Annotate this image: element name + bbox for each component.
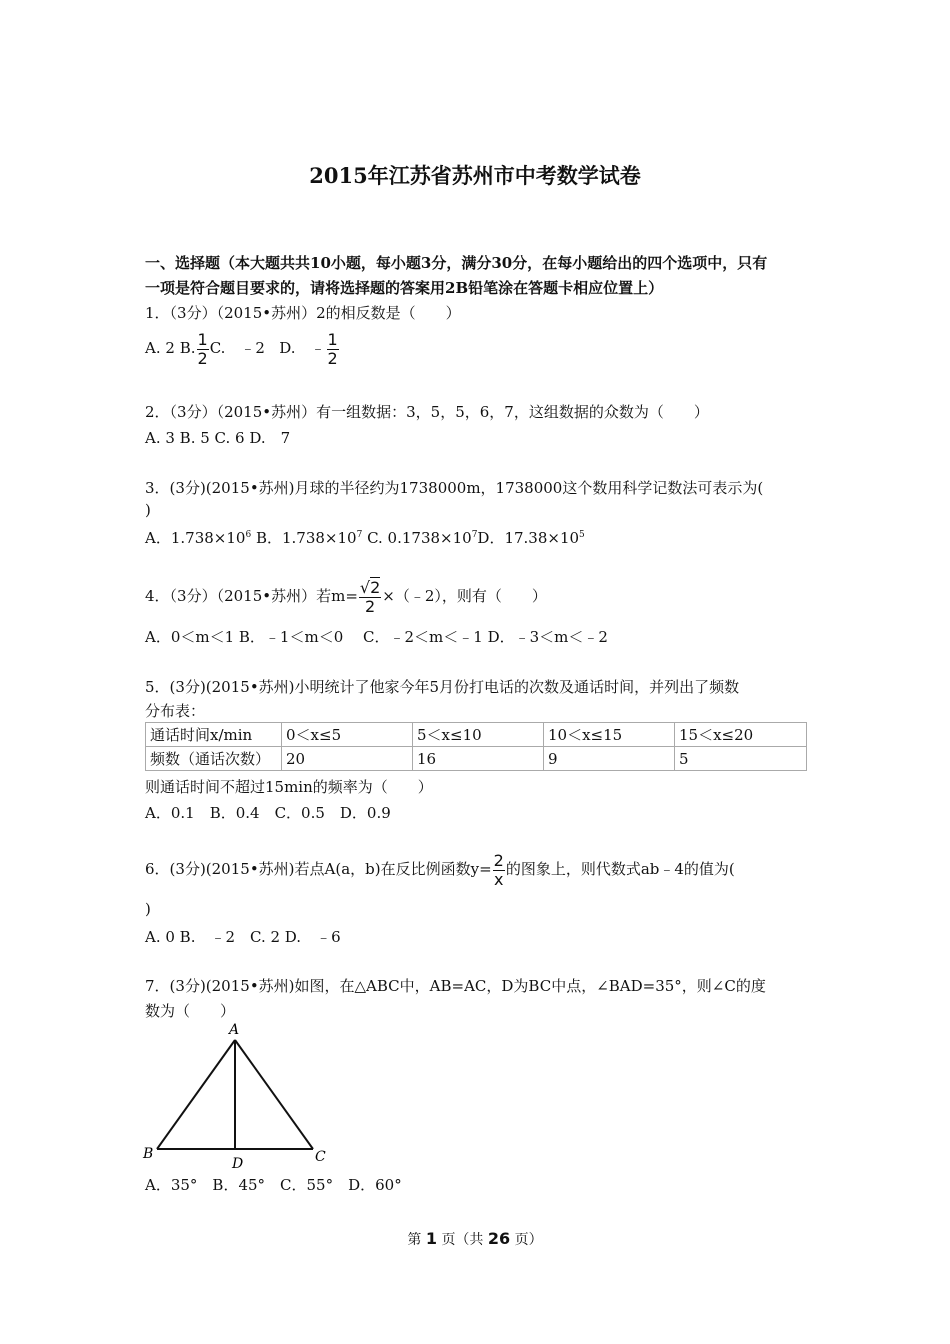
table-cell: 5 bbox=[675, 747, 807, 771]
q1-option-c: C. ﹣2 bbox=[209, 339, 265, 357]
q1-options bbox=[145, 328, 340, 368]
table-cell: 通话时间x/min bbox=[146, 723, 282, 747]
q6-stem-end: ) bbox=[145, 900, 151, 918]
label-b: B bbox=[143, 1146, 154, 1162]
q6-fraction bbox=[493, 850, 505, 889]
table-cell: 16 bbox=[413, 747, 544, 771]
table-cell: 15＜x≤20 bbox=[675, 723, 807, 747]
q3-options bbox=[145, 527, 585, 548]
q6-options: A. 0 B. ﹣2 C. 2 D. ﹣6 bbox=[145, 928, 341, 946]
footer-pre: 第 bbox=[407, 1232, 422, 1248]
label-a: A bbox=[229, 1022, 240, 1038]
q4-options: A．0＜m＜1 B．﹣1＜m＜0 C．﹣2＜m＜﹣1 D．﹣3＜m＜﹣2 bbox=[145, 628, 608, 646]
q2-options: A. 3 B. 5 C. 6 D. 7 bbox=[145, 429, 291, 447]
table-cell: 10＜x≤15 bbox=[544, 723, 675, 747]
q3-option-c: C. 0.1738×10 bbox=[362, 529, 472, 547]
q1-option-d: D. ﹣ bbox=[279, 339, 326, 357]
q5-after-table: 则通话时间不超过15min的频率为（ ） bbox=[145, 778, 433, 796]
q4-frac-den: 2 bbox=[365, 596, 376, 616]
q1-frac-b-den: 2 bbox=[197, 348, 208, 368]
q4-fraction bbox=[359, 577, 381, 616]
q3-exp-b: 7 bbox=[356, 530, 363, 540]
section-heading-line2: 一项是符合题目要求的，请将选择题的答案用2B铅笔涂在答题卡相应位置上） bbox=[145, 279, 664, 297]
q6-stem bbox=[145, 847, 735, 891]
footer-post: 页） bbox=[514, 1232, 543, 1248]
q5-frequency-table bbox=[145, 722, 807, 771]
table-cell: 9 bbox=[544, 747, 675, 771]
table-cell: 频数（通话次数） bbox=[146, 747, 282, 771]
q3-stem: 3．(3分)(2015•苏州)月球的半径约为1738000m，1738000这个数用科学记数法可表示为( bbox=[145, 479, 764, 497]
segment-ac bbox=[235, 1040, 313, 1149]
q3-exp-c: 7 bbox=[471, 530, 478, 540]
q1-frac-b-num: 1 bbox=[197, 329, 208, 349]
page-footer bbox=[0, 1229, 950, 1249]
q4-sqrt-radicand: 2 bbox=[370, 577, 381, 597]
footer-mid: 页（共 bbox=[441, 1232, 484, 1248]
footer-page-number: 1 bbox=[425, 1229, 437, 1248]
q3-exp-d: 5 bbox=[579, 530, 585, 540]
q2-stem: 2．（3分）（2015•苏州）有一组数据：3，5，5，6，7，这组数据的众数为（ ） bbox=[145, 403, 709, 421]
q3-option-b: B．1.738×10 bbox=[251, 529, 357, 547]
q4-stem-pre: 4．（3分）（2015•苏州）若m= bbox=[145, 587, 358, 605]
q1-fraction-d bbox=[327, 329, 339, 368]
q4-stem bbox=[145, 572, 547, 620]
sqrt-icon: √ bbox=[359, 577, 371, 597]
q3-option-a: A．1.738×10 bbox=[145, 529, 246, 547]
page-title: 2015年江苏省苏州市中考数学试卷 bbox=[309, 163, 641, 188]
section-heading-line1: 一、选择题（本大题共共10小题，每小题3分，满分30分，在每小题给出的四个选项中，只有 bbox=[145, 254, 768, 272]
q6-stem-pre: 6．(3分)(2015•苏州)若点A(a，b)在反比例函数y= bbox=[145, 860, 492, 878]
label-d: D bbox=[232, 1156, 244, 1172]
q7-stem-line1: 7．(3分)(2015•苏州)如图，在△ABC中，AB=AC，D为BC中点，∠BAD=35°，则∠C的度 bbox=[145, 977, 766, 995]
q6-frac-num: 2 bbox=[493, 850, 504, 870]
q6-frac-den: x bbox=[494, 869, 504, 889]
q7-stem-line2: 数为（ ） bbox=[145, 1002, 236, 1020]
q7-options: A．35° B．45° C．55° D．60° bbox=[145, 1176, 402, 1194]
table-row bbox=[146, 723, 807, 747]
q3-option-d: D．17.38×10 bbox=[477, 529, 580, 547]
table-cell: 0＜x≤5 bbox=[282, 723, 413, 747]
q3-exp-a: 6 bbox=[245, 530, 252, 540]
table-row bbox=[146, 747, 807, 771]
q5-stem-line2: 分布表： bbox=[145, 702, 206, 720]
q6-stem-post: 的图象上，则代数式ab﹣4的值为( bbox=[505, 860, 735, 878]
q5-options: A．0.1 B．0.4 C．0.5 D．0.9 bbox=[145, 804, 391, 822]
q5-stem-line1: 5．(3分)(2015•苏州)小明统计了他家今年5月份打电话的次数及通话时间，并列出了频数 bbox=[145, 678, 740, 696]
q1-stem: 1．（3分）（2015•苏州）2的相反数是（ ） bbox=[145, 304, 461, 322]
table-cell: 20 bbox=[282, 747, 413, 771]
q7-triangle-figure bbox=[140, 1018, 340, 1174]
q1-option-a: A. 2 bbox=[145, 339, 175, 357]
label-c: C bbox=[315, 1149, 326, 1165]
q1-frac-d-den: 2 bbox=[327, 348, 338, 368]
q4-stem-post: ×（﹣2），则有（ ） bbox=[382, 587, 547, 605]
q1-fraction-b bbox=[197, 329, 209, 368]
q1-option-b: B. bbox=[179, 339, 196, 357]
footer-total-pages: 26 bbox=[487, 1229, 511, 1248]
q4-frac-num bbox=[359, 577, 381, 598]
segment-ab bbox=[157, 1040, 235, 1149]
q1-frac-d-num: 1 bbox=[327, 329, 338, 349]
table-cell: 5＜x≤10 bbox=[413, 723, 544, 747]
q3-stem-end: ) bbox=[145, 501, 151, 519]
